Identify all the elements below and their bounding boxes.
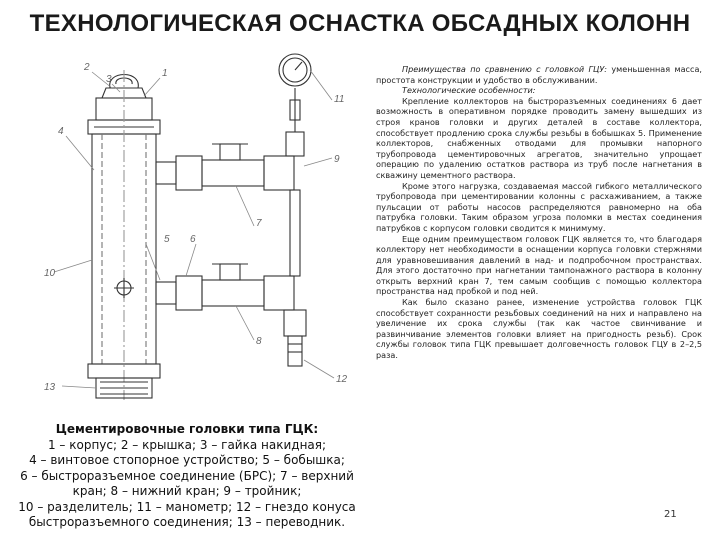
technical-drawing bbox=[14, 40, 364, 410]
lower-valve bbox=[202, 280, 264, 306]
features-heading bbox=[376, 85, 702, 96]
caption-line: быстроразъемного соединения; 13 – переводник. bbox=[28, 515, 346, 529]
caption-line: 1 – корпус; 2 – крышка; 3 – гайка накидная; bbox=[47, 437, 327, 452]
paragraph-advantage: Еще одним преимуществом головок ГЦК является то, что благодаря коллектору нет необходимости в оснащении корпуса головки стержнями для уравновешивания давлений в над- и подпробочном пространствах. Для этого достаточно при нагнетании тампонажного раствора в колонну открыть верхний кран 7, тем самым сообщив с помощью коллектора пространства над пробкой и под ней. bbox=[376, 233, 702, 297]
paragraph-load: Кроме этого нагрузка, создаваемая массой гибкого металлического трубопровода при цементировании колонны с расхаживанием, а также пульсации от работы насосов распределяются равномерно на оба патрубка головки. Таким образом угроза поломки в местах соединения патрубков с корпусом головки сводится к минимуму. bbox=[376, 180, 702, 233]
callout-5: 5 bbox=[164, 234, 170, 245]
advantages-paragraph bbox=[376, 64, 702, 85]
caption-line: 6 – быстроразъемное соединение (БРС); 7 – верхний bbox=[20, 468, 354, 483]
callout-3: 3 bbox=[106, 74, 112, 85]
callout-8: 8 bbox=[256, 336, 262, 347]
callout-11: 11 bbox=[334, 94, 345, 105]
page-number: 21 bbox=[664, 509, 677, 520]
caption-line: 10 – разделитель; 11 – манометр; 12 – гнездо конуса bbox=[18, 499, 356, 514]
caption-line: кран; 8 – нижний кран; 9 – тройник; bbox=[72, 484, 302, 498]
upper-valve bbox=[202, 160, 264, 186]
caption-title: Цементировочные головки типа ГЦК: bbox=[55, 422, 319, 436]
features-heading-text: Технологические особенности: bbox=[402, 85, 536, 96]
slide-title: ТЕХНОЛОГИЧЕСКАЯ ОСНАСТКА ОБСАДНЫХ КОЛОНН bbox=[29, 10, 691, 37]
body bbox=[92, 134, 156, 364]
cementing-head-drawing bbox=[14, 40, 364, 410]
callout-1: 1 bbox=[162, 68, 168, 79]
collector-pipe bbox=[290, 190, 300, 276]
callout-4: 4 bbox=[58, 126, 64, 137]
advantages-text: уменьшенная масса, простота конструкции и удобство в обслуживании. bbox=[376, 64, 702, 85]
callout-10: 10 bbox=[44, 268, 56, 279]
quick-coupling-socket bbox=[288, 336, 302, 366]
callout-6: 6 bbox=[190, 234, 196, 245]
callout-9: 9 bbox=[334, 154, 340, 165]
paragraph-service-life: Как было сказано ранее, изменение устройства головок ГЦК способствует сохранности резьбовых соединений на них и направлено на увеличение их срока службы (так как частое свинчивание и развинчивание элементов головки влияет на пригодность резьб). Срок службы головок типа ГЦК превышает долговечность головок ГЦУ в 2–2,5 раза. bbox=[376, 297, 702, 361]
callout-2: 2 bbox=[84, 62, 90, 73]
advantages-heading: Преимущества по сравнению с головкой ГЦУ: bbox=[402, 64, 608, 74]
caption-line: 4 – винтовое стопорное устройство; 5 – бобышка; bbox=[29, 453, 345, 467]
paragraph-collectors: Крепление коллекторов на быстроразъемных соединениях 6 дает возможность в оперативном порядке проводить замену вышедших из строя кранов головки и других деталей в составе коллектора, способствует продлению срока службы резьбы в бобышках 5. Применение коллекторов, снабженных отводами для промывки напорного трубопровода цементировочных агрегатов, значительно упрощает операцию по удалению остатков раствора из труб после нагнетания в скважину цементного раствора. bbox=[376, 95, 702, 180]
description-text bbox=[376, 64, 702, 361]
callout-13: 13 bbox=[44, 382, 56, 393]
callout-7: 7 bbox=[256, 218, 262, 229]
figure-caption bbox=[14, 422, 360, 531]
callout-12: 12 bbox=[336, 374, 348, 385]
